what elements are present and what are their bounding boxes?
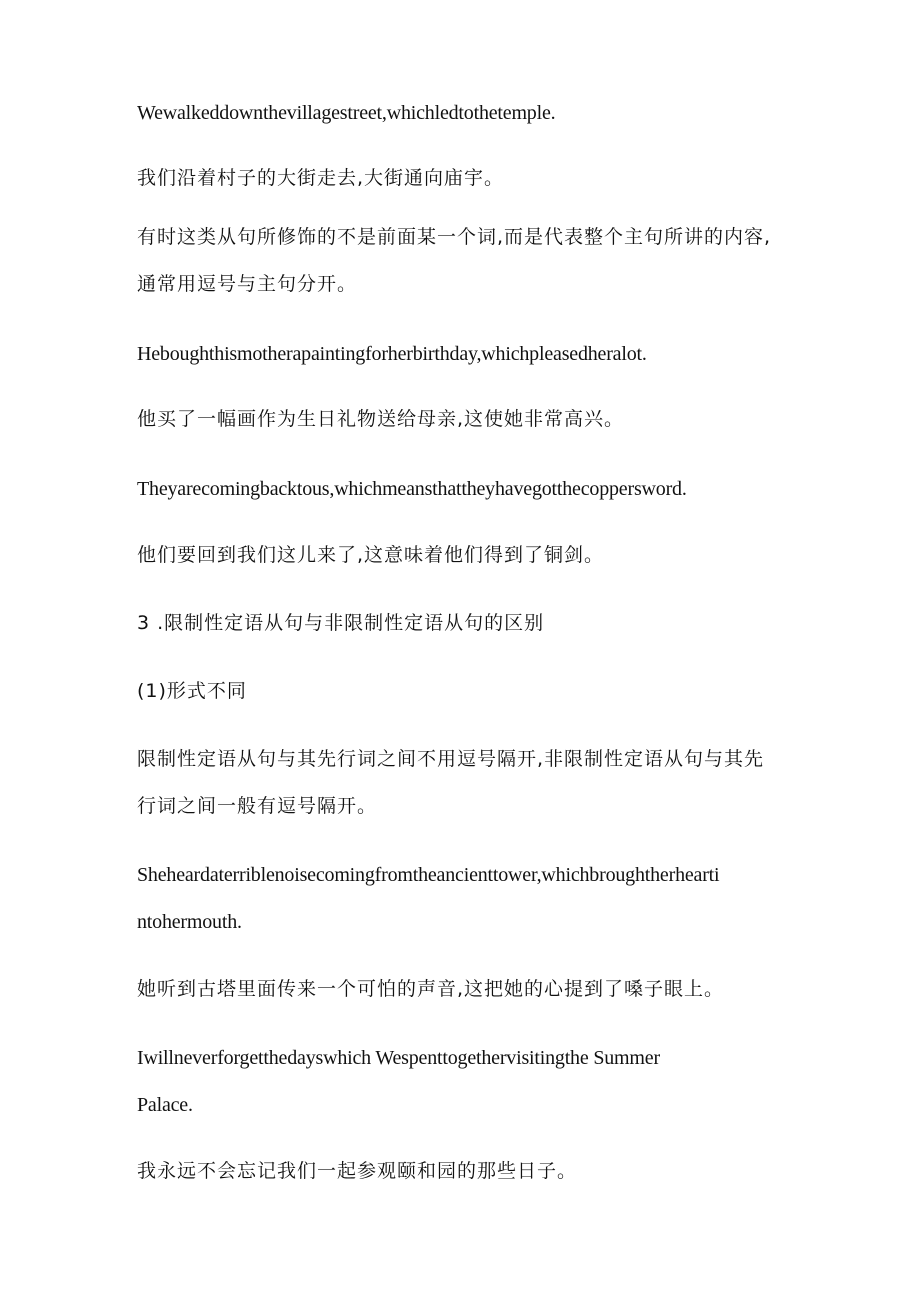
explanation-paragraph-line: 通常用逗号与主句分开。 bbox=[137, 273, 358, 295]
example-translation-chinese: 他买了一幅画作为生日礼物送给母亲,这使她非常高兴。 bbox=[137, 408, 625, 430]
example-sentence-english: Iwillneverforgetthedayswhich Wespenttogethervisitingthe Summer bbox=[137, 1047, 660, 1069]
example-translation-chinese: 他们要回到我们这儿来了,这意味着他们得到了铜剑。 bbox=[137, 544, 605, 566]
example-sentence-english: Palace. bbox=[137, 1094, 193, 1116]
example-sentence-english: Sheheardaterriblenoisecomingfromtheancienttower,whichbroughtherhearti bbox=[137, 864, 720, 886]
example-sentence-english: Theyarecomingbacktous,whichmeansthattheyhavegotthecoppersword. bbox=[137, 478, 687, 500]
example-sentence-english: Wewalkeddownthevillagestreet,whichledtothetemple. bbox=[137, 102, 556, 124]
explanation-paragraph-line: 有时这类从句所修饰的不是前面某一个词,而是代表整个主句所讲的内容, bbox=[137, 226, 772, 248]
example-translation-chinese: 我永远不会忘记我们一起参观颐和园的那些日子。 bbox=[137, 1160, 578, 1182]
explanation-paragraph-line: 限制性定语从句与其先行词之间不用逗号隔开,非限制性定语从句与其先 bbox=[137, 748, 765, 770]
example-translation-chinese: 我们沿着村子的大街走去,大街通向庙宇。 bbox=[137, 167, 505, 189]
example-sentence-english: Heboughthismotherapaintingforherbirthday,whichpleasedheralot. bbox=[137, 343, 647, 365]
subsection-heading: (1)形式不同 bbox=[137, 680, 247, 702]
section-heading: 3 .限制性定语从句与非限制性定语从句的区别 bbox=[137, 612, 545, 634]
explanation-paragraph-line: 行词之间一般有逗号隔开。 bbox=[137, 795, 378, 817]
example-translation-chinese: 她听到古塔里面传来一个可怕的声音,这把她的心提到了嗓子眼上。 bbox=[137, 978, 725, 1000]
example-sentence-english: ntohermouth. bbox=[137, 911, 242, 933]
